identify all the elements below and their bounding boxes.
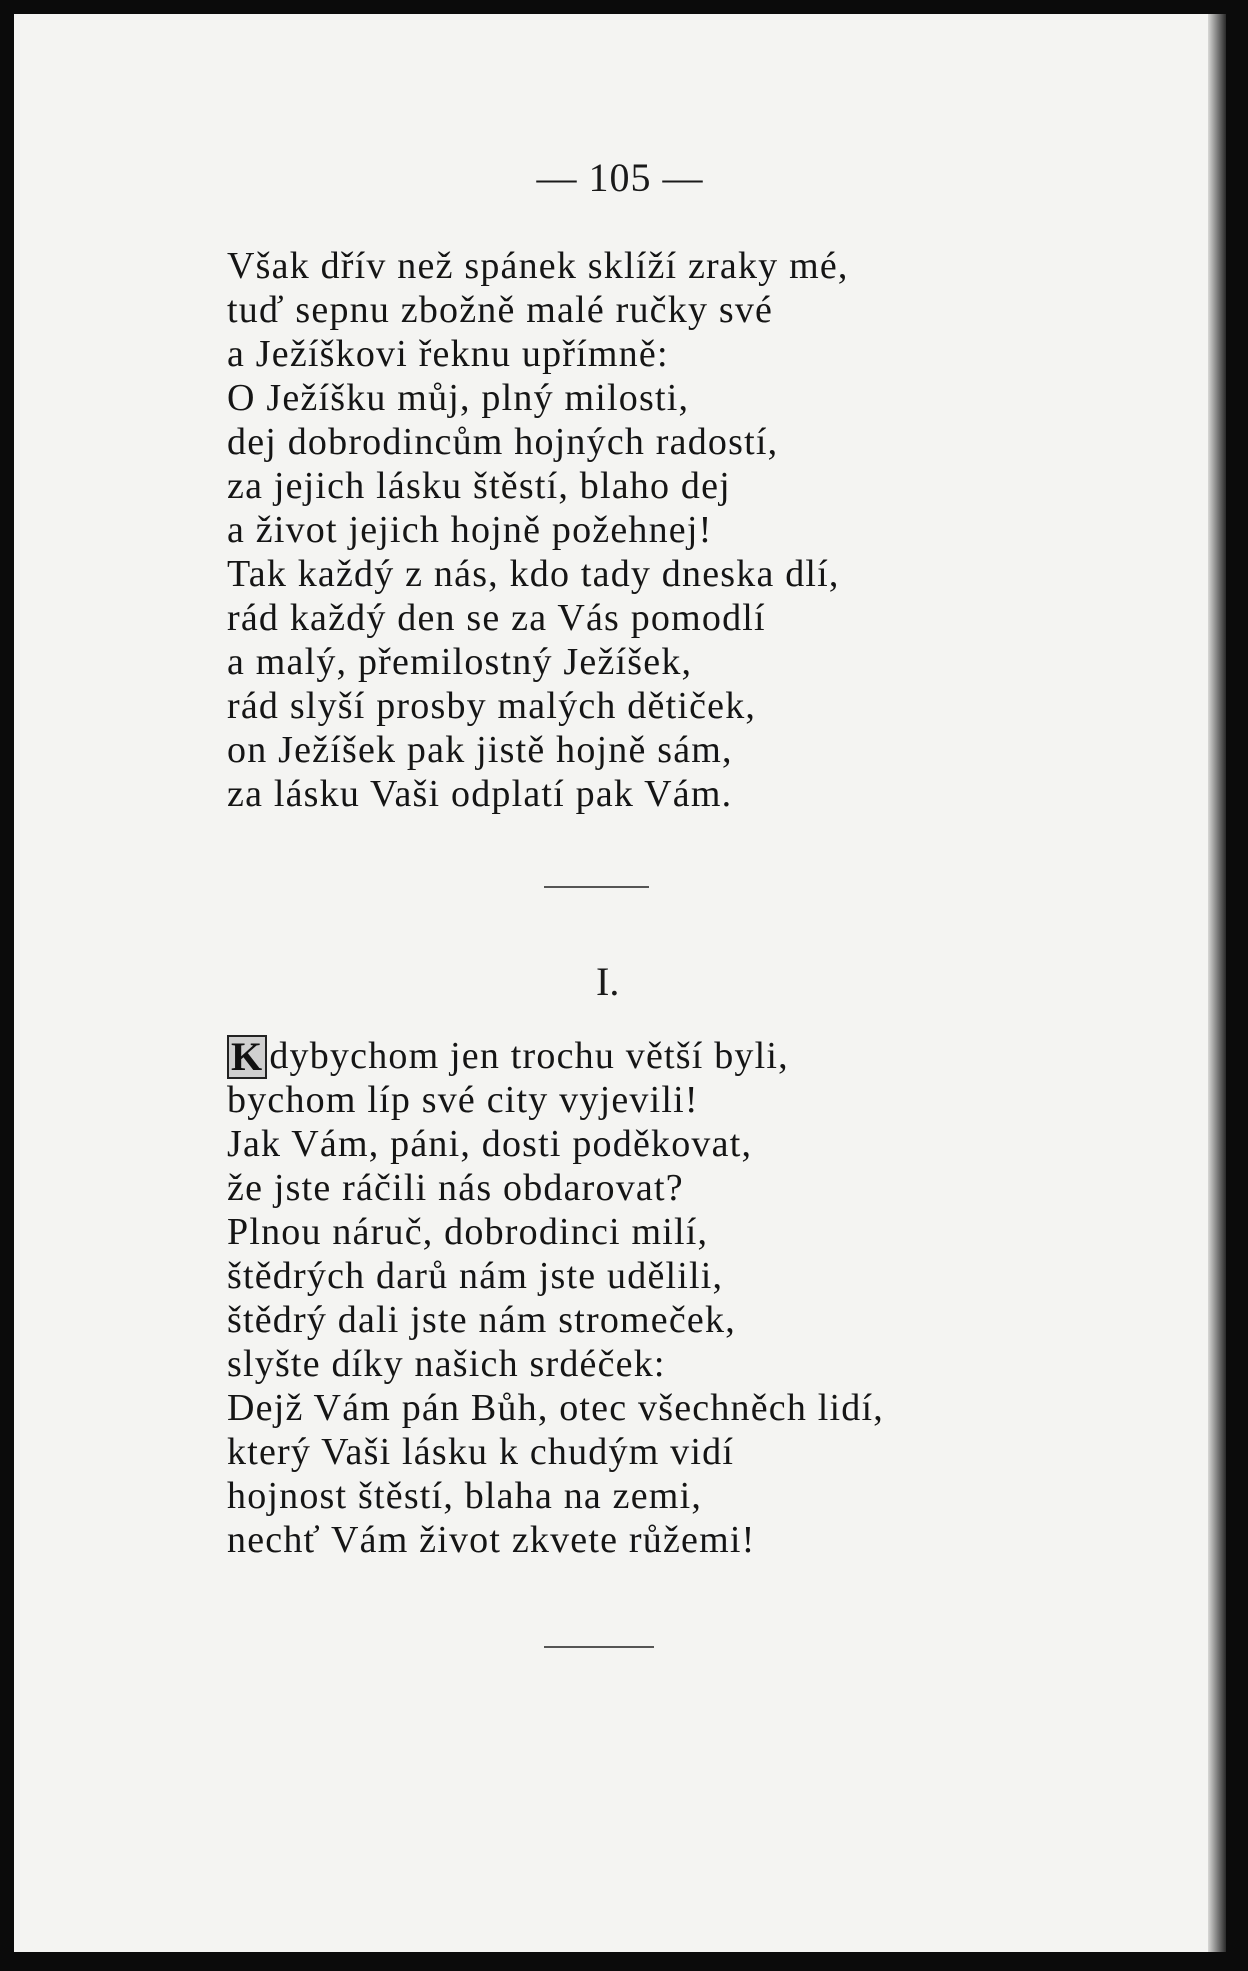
poem-line: a malý, přemilostný Ježíšek, bbox=[227, 641, 693, 683]
poem-line: že jste ráčili nás obdarovat? bbox=[227, 1167, 684, 1209]
poem-line: Jak Vám, páni, dosti poděkovat, bbox=[227, 1123, 753, 1165]
book-page bbox=[14, 14, 1226, 1952]
poem-line: Dejž Vám pán Bůh, otec všechněch lidí, bbox=[227, 1387, 884, 1429]
poem-line: on Ježíšek pak jistě hojně sám, bbox=[227, 729, 733, 771]
poem-line: a život jejich hojně požehnej! bbox=[227, 509, 713, 551]
poem-line: štědrých darů nám jste udělili, bbox=[227, 1255, 724, 1297]
poem-line: za jejich lásku štěstí, blaho dej bbox=[227, 465, 731, 507]
poem-first-line bbox=[227, 1034, 884, 1078]
poem-line: který Vaši lásku k chudým vidí bbox=[227, 1431, 735, 1473]
poem-line: O Ježíšku můj, plný milosti, bbox=[227, 377, 690, 419]
poem-line: štědrý dali jste nám stromeček, bbox=[227, 1299, 736, 1341]
section-number: I. bbox=[596, 959, 620, 1004]
page-number: — 105 — bbox=[536, 155, 704, 200]
poem-line: Však dřív než spánek sklíží zraky mé, bbox=[227, 245, 849, 287]
poem-line: bychom líp své city vyjevili! bbox=[227, 1079, 699, 1121]
poem-line: nechť Vám život zkvete růžemi! bbox=[227, 1519, 756, 1561]
poem-line: za lásku Vaši odplatí pak Vám. bbox=[227, 773, 733, 815]
end-divider bbox=[544, 1646, 654, 1648]
poem-line: Tak každý z nás, kdo tady dneska dlí, bbox=[227, 553, 840, 595]
poem-line: slyšte díky našich srdéček: bbox=[227, 1343, 666, 1385]
poem-line: hojnost štěstí, blaha na zemi, bbox=[227, 1475, 703, 1517]
poem-stanza-1 bbox=[227, 244, 849, 816]
poem-line: a Ježíškovi řeknu upřímně: bbox=[227, 333, 669, 375]
poem-line: Plnou náruč, dobrodinci milí, bbox=[227, 1211, 709, 1253]
poem-stanza-2 bbox=[227, 1034, 884, 1562]
poem-first-line-text: dybychom jen trochu větší byli, bbox=[269, 1035, 789, 1077]
decorative-initial: K bbox=[227, 1035, 267, 1079]
poem-line: dej dobrodincům hojných radostí, bbox=[227, 421, 779, 463]
poem-line: rád každý den se za Vás pomodlí bbox=[227, 597, 766, 639]
poem-line: tuď sepnu zbožně malé ručky své bbox=[227, 289, 774, 331]
section-divider bbox=[544, 886, 649, 888]
poem-line: rád slyší prosby malých dětiček, bbox=[227, 685, 757, 727]
page-edge-shadow bbox=[1208, 14, 1226, 1952]
